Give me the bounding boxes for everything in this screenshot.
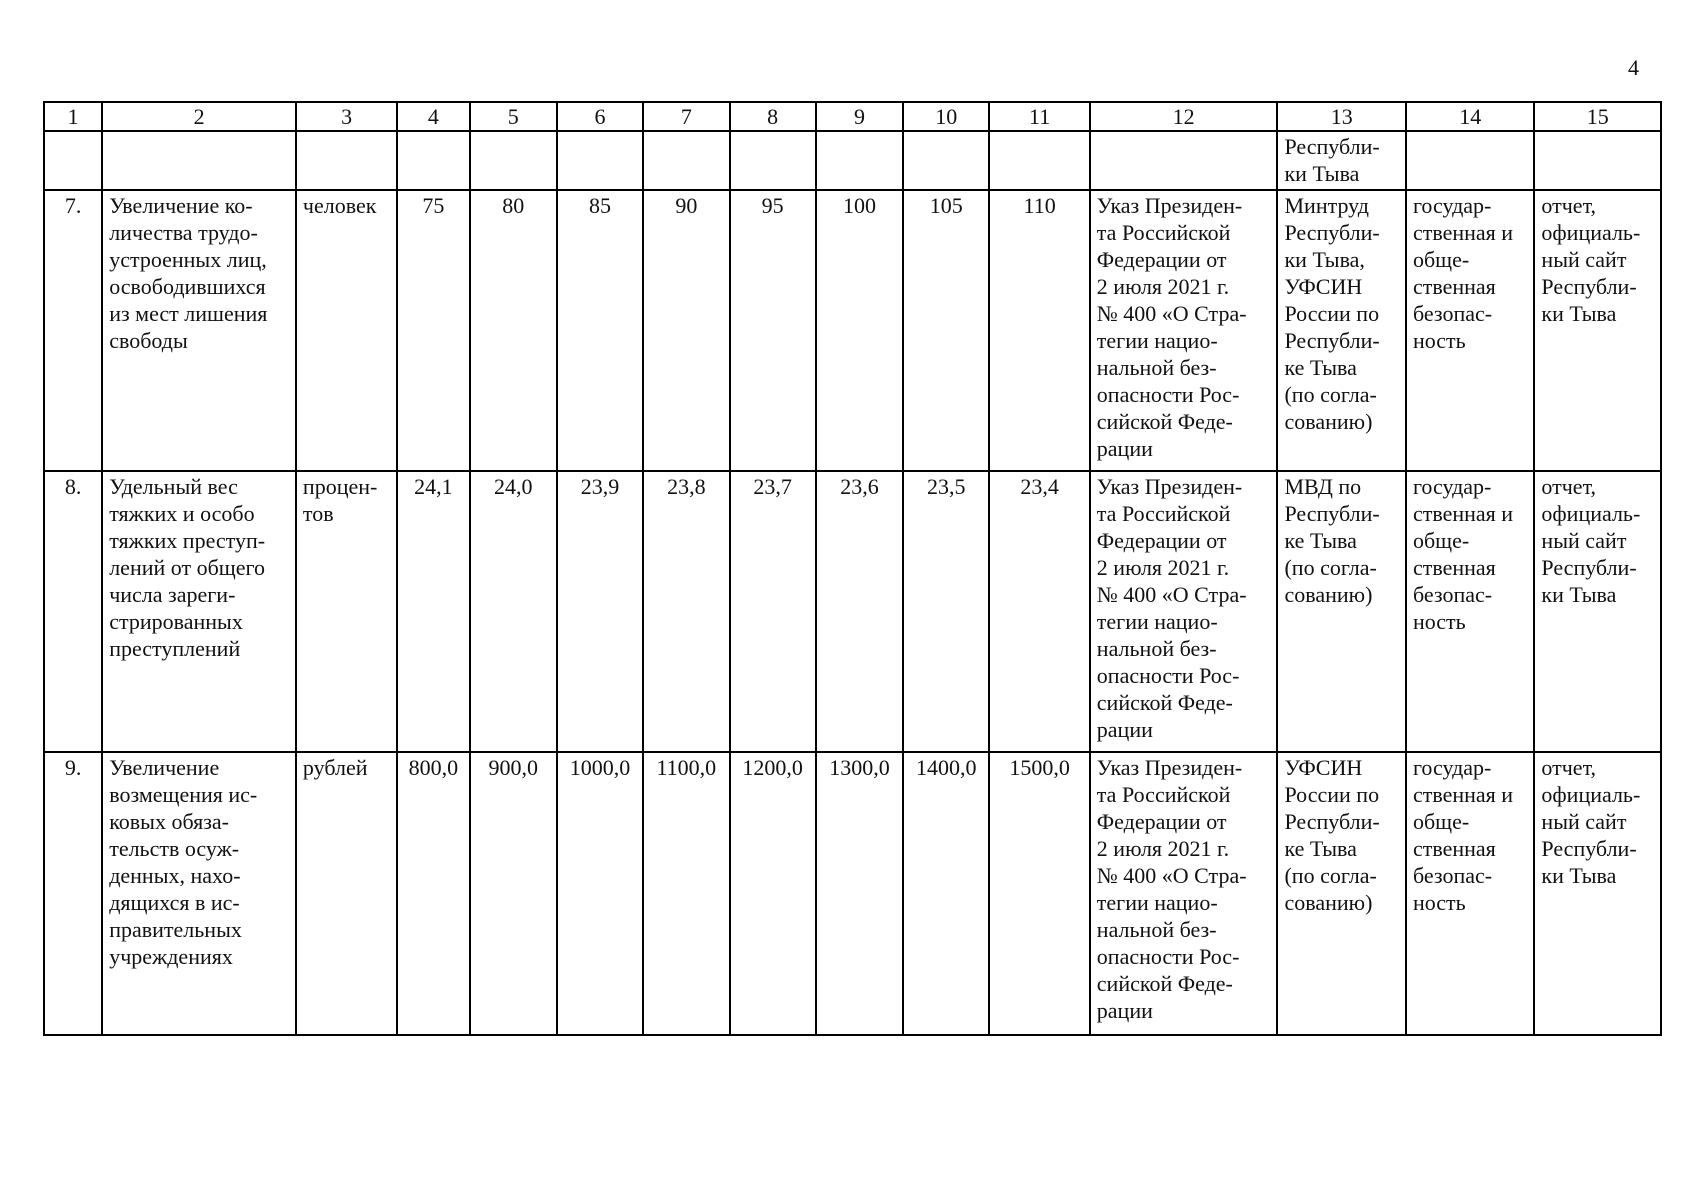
row-number: 9. <box>44 752 102 1035</box>
basis-cell: Указ Президен- та Российской Федерации от 2 июля 2021 г. № 400 «О Стра- тегии нацио- нальной без- опасности Рос- сийской Феде- рации <box>1090 190 1278 471</box>
header-cell: 4 <box>397 102 469 131</box>
header-cell: 14 <box>1406 102 1534 131</box>
header-cell: 3 <box>296 102 397 131</box>
row-number: 8. <box>44 471 102 752</box>
responsible-cell: УФСИН России по Республи- ке Тыва (по согла- сованию) <box>1277 752 1405 1035</box>
empty-cell <box>989 131 1089 190</box>
header-cell: 1 <box>44 102 102 131</box>
responsible-cell: МВД по Республи- ке Тыва (по согла- сованию) <box>1277 471 1405 752</box>
table-row <box>44 471 1661 752</box>
value-col8: 95 <box>730 190 816 471</box>
value-col7: 1100,0 <box>643 752 729 1035</box>
value-col10: 1400,0 <box>903 752 989 1035</box>
empty-cell <box>903 131 989 190</box>
empty-cell <box>816 131 903 190</box>
indicator-name: Увеличение ко- личества трудо- устроенных лиц, освободившихся из мест лишения свободы <box>102 190 296 471</box>
header-cell: 7 <box>643 102 729 131</box>
empty-cell <box>397 131 469 190</box>
value-col8: 1200,0 <box>730 752 816 1035</box>
header-cell: 6 <box>557 102 643 131</box>
table-row <box>44 752 1661 1035</box>
empty-cell <box>557 131 643 190</box>
page-number: 4 <box>1628 55 1639 80</box>
header-cell: 13 <box>1277 102 1405 131</box>
table-row <box>44 190 1661 471</box>
unit-cell: рублей <box>296 752 397 1035</box>
value-col6: 85 <box>557 190 643 471</box>
value-col6: 23,9 <box>557 471 643 752</box>
empty-cell <box>102 131 296 190</box>
area-cell: государ- ственная и обще- ственная безопас- ность <box>1406 752 1534 1035</box>
value-col4: 800,0 <box>397 752 469 1035</box>
responsible-cell: Минтруд Республи- ки Тыва, УФСИН России по Республи- ке Тыва (по согла- сованию) <box>1277 190 1405 471</box>
value-col10: 105 <box>903 190 989 471</box>
value-col11: 1500,0 <box>989 752 1089 1035</box>
value-col9: 1300,0 <box>816 752 903 1035</box>
empty-cell <box>730 131 816 190</box>
continued-responsible-cell: Республи- ки Тыва <box>1277 131 1405 190</box>
unit-cell: человек <box>296 190 397 471</box>
header-cell: 12 <box>1090 102 1278 131</box>
source-cell: отчет, официаль- ный сайт Республи- ки Тыва <box>1534 752 1661 1035</box>
header-cell: 2 <box>102 102 296 131</box>
empty-cell <box>296 131 397 190</box>
area-cell: государ- ственная и обще- ственная безопас- ность <box>1406 471 1534 752</box>
value-col10: 23,5 <box>903 471 989 752</box>
empty-cell <box>1090 131 1278 190</box>
value-col7: 23,8 <box>643 471 729 752</box>
header-row <box>44 102 1661 131</box>
value-col8: 23,7 <box>730 471 816 752</box>
source-cell: отчет, официаль- ный сайт Республи- ки Тыва <box>1534 471 1661 752</box>
continuation-row <box>44 131 1661 190</box>
basis-cell: Указ Президен- та Российской Федерации от 2 июля 2021 г. № 400 «О Стра- тегии нацио- нальной без- опасности Рос- сийской Феде- рации <box>1090 471 1278 752</box>
value-col4: 24,1 <box>397 471 469 752</box>
empty-cell <box>44 131 102 190</box>
value-col7: 90 <box>643 190 729 471</box>
unit-cell: процен- тов <box>296 471 397 752</box>
indicator-name: Увеличение возмещения ис- ковых обяза- тельств осуж- денных, нахо- дящихся в ис- правительных учреждениях <box>102 752 296 1035</box>
indicators-table <box>43 101 1662 1036</box>
value-col9: 100 <box>816 190 903 471</box>
indicator-name: Удельный вес тяжких и особо тяжких преступ- лений от общего числа зареги- стрированных преступлений <box>102 471 296 752</box>
value-col6: 1000,0 <box>557 752 643 1035</box>
row-number: 7. <box>44 190 102 471</box>
value-col4: 75 <box>397 190 469 471</box>
header-cell: 11 <box>989 102 1089 131</box>
value-col5: 900,0 <box>470 752 557 1035</box>
source-cell: отчет, официаль- ный сайт Республи- ки Тыва <box>1534 190 1661 471</box>
header-cell: 15 <box>1534 102 1661 131</box>
header-cell: 8 <box>730 102 816 131</box>
value-col5: 24,0 <box>470 471 557 752</box>
value-col11: 110 <box>989 190 1089 471</box>
header-cell: 5 <box>470 102 557 131</box>
value-col9: 23,6 <box>816 471 903 752</box>
area-cell: государ- ственная и обще- ственная безопас- ность <box>1406 190 1534 471</box>
value-col5: 80 <box>470 190 557 471</box>
empty-cell <box>1534 131 1661 190</box>
basis-cell: Указ Президен- та Российской Федерации от 2 июля 2021 г. № 400 «О Стра- тегии нацио- нальной без- опасности Рос- сийской Феде- рации <box>1090 752 1278 1035</box>
header-cell: 9 <box>816 102 903 131</box>
empty-cell <box>1406 131 1534 190</box>
header-cell: 10 <box>903 102 989 131</box>
value-col11: 23,4 <box>989 471 1089 752</box>
empty-cell <box>643 131 729 190</box>
empty-cell <box>470 131 557 190</box>
